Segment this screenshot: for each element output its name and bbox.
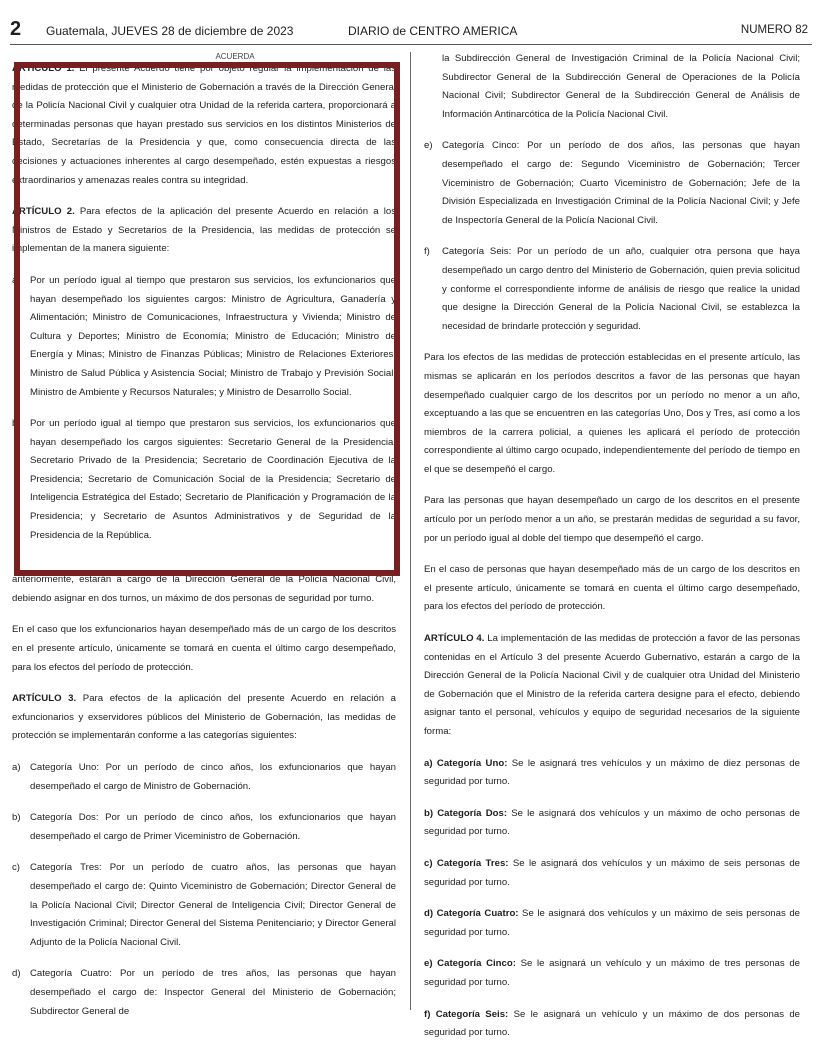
list-item — [12, 809, 396, 846]
column-divider — [410, 52, 411, 1010]
list-item — [12, 759, 396, 796]
category-label: b) Categoría Dos: — [424, 807, 508, 819]
list-label: e) — [424, 140, 433, 152]
category-item — [424, 1006, 800, 1043]
category-label: e) Categoría Cinco: — [424, 958, 516, 970]
list-item — [12, 965, 396, 1021]
list-label: d) — [12, 968, 21, 980]
right-column — [424, 50, 800, 1056]
header-rule — [10, 44, 812, 45]
paragraph: En el caso que los exfuncionarios hayan desempeñado más de un cargo de los descritos en el presente artículo, únicamente se tomará en cuenta el último cargo desempeñado, para los efectos del período de protección. — [12, 624, 396, 673]
category-text: Se le asignará un vehículo y un máximo de dos personas de seguridad por turno. — [424, 1008, 800, 1039]
article-label: ARTÍCULO 1. — [12, 63, 75, 74]
category-text: Se le asignará un vehículo y un máximo de tres personas de seguridad por turno. — [424, 958, 800, 988]
article-text: La implementación de las medidas de protección a favor de las personas contenidas en el Artículo 3 del presente Acuerdo Gubernativo, estarán a cargo de la Dirección General de la Policía Nacional Civil y de cualquier otra Unidad del Ministerio de Gobernación que el Ministro de la referida cartera designe para el efecto, debiendo asignar tanto el personal, vehículos y equipo de seguridad necesarios de la siguiente forma: — [424, 633, 800, 737]
article-3 — [12, 690, 396, 746]
list-item — [424, 243, 800, 336]
list-text: Categoría Cinco: Por un período de dos años, las personas que hayan desempeñado el cargo de: Segundo Viceministro de Gobernación; Tercer Viceministro de Gobernación; Cuarto Viceministro de Gobernación; Jefe de la División Especializada en Investigación Criminal de la Policía Nacional Civil; y Jefe de Inspectoría General de la Policía Nacional Civil. — [442, 140, 800, 226]
section-heading: ACUERDA — [215, 52, 255, 61]
list-text: Categoría Uno: Por un período de cinco años, los exfuncionarios que hayan desempeñado el cargo de Ministro de Gobernación. — [30, 762, 396, 792]
list-text: Categoría Tres: Por un período de cuatro años, las personas que hayan desempeñado el cargo de: Quinto Viceministro de Gobernación; Director General de la Policía Nacional Civil; Director General de Inteligencia Civil; Director General de Investigación Criminal; Director General del Sistema Penitenciario; y Director General Adjunto de la Policía Nacional Civil. — [30, 862, 396, 948]
list-label: b) — [12, 418, 21, 430]
paragraph: Para los efectos de las medidas de protección establecidas en el presente artículo, las mismas se aplicarán en los períodos descritos a favor de las personas que hayan desempeñado cualquier cargo de los descritos por un período no menor a un año, exceptuando a las que se encuentren en las categorías Uno, Dos y Tres, así como a los miembros de la carrera policial, a quienes les aplicará el período de protección correspondiente al último cargo ocupado, independientemente del período de tiempo en el que se desempeñó el cargo. — [424, 352, 800, 475]
list-label: b) — [12, 812, 21, 824]
article-text: El presente Acuerdo tiene por objeto regular la implementación de las medidas de protección que el Ministerio de Gobernación a través de la Dirección General de la Policía Nacional Civil y cualquier otra Unidad de la referida cartera, proporcionará a determinadas personas que hayan prestado sus servicios en los distintos Ministerios de Estado, Secretarías de la Presidencia y que, como consecuencia directa de las decisiones y actuaciones inherentes al cargo desempeñado, estén expuestas a riesgos extraordinarios y amenazas reales contra su integridad. — [12, 63, 396, 186]
list-label: a) — [12, 274, 21, 286]
list-text: Categoría Seis: Por un período de un año, cualquier otra persona que haya desempeñado un cargo dentro del Ministerio de Gobernación, quien previa solicitud y conforme el correspondiente informe de análisis de riesgo que realice la unidad que designe la Dirección General de la Policía Nacional Civil, se establezca la necesidad de brindarle protección y seguridad. — [442, 246, 800, 332]
list-text: Por un período igual al tiempo que prestaron sus servicios, los exfuncionarios que hayan desempeñado los cargos siguientes: Secretario General de la Presidencia; Secretario Privado de la Presidencia; Secretario de Coordinación Ejecutiva de la Presidencia; Secretario de Comunicación Social de la Presidencia; Secretario de Inteligencia Estratégica del Estado; Secretario de Planificación y Programación de la Presidencia; y Secretario de Asuntos Administrativos y de Seguridad de la Presidencia de la República. — [30, 418, 396, 541]
article-label: ARTÍCULO 3. — [12, 693, 77, 705]
category-item — [424, 905, 800, 942]
page-header — [0, 0, 822, 44]
category-item — [424, 805, 800, 842]
category-item — [424, 755, 800, 792]
list-text: la Subdirección General de Investigación Criminal de la Policía Nacional Civil; Subdirector General de la Subdirección General de Operaciones de la Policía Nacional Civil; Subdirector General de la Subdirección General de Análisis de Información Antinarcótica de la Policía Nacional Civil. — [442, 53, 800, 120]
article-text: Para efectos de la aplicación del presente Acuerdo en relación a los Ministros de Estado y Secretarios de la Presidencia, las medidas de protección se implementan de la manera siguiente: — [12, 206, 396, 255]
category-text: Se le asignará dos vehículos y un máximo de ocho personas de seguridad por turno. — [424, 807, 800, 838]
category-label: d) Categoría Cuatro: — [424, 908, 519, 920]
list-text: Categoría Dos: Por un período de cinco años, los exfuncionarios que hayan desempeñado el cargo de Primer Viceministro de Gobernación. — [30, 812, 396, 842]
category-label: a) Categoría Uno: — [424, 757, 508, 769]
page-number: 2 — [10, 18, 22, 40]
category-item — [424, 855, 800, 892]
category-item — [424, 955, 800, 992]
list-text: Categoría Cuatro: Por un período de tres años, las personas que hayan desempeñado el cargo de: Inspector General del Ministerio de Gobernación; Subdirector General de — [30, 968, 396, 1017]
category-label: f) Categoría Seis: — [424, 1008, 509, 1020]
article-label: ARTÍCULO 4. — [424, 633, 485, 645]
list-continuation — [424, 50, 800, 124]
list-text: Por un período igual al tiempo que prestaron sus servicios, los exfuncionarios que hayan desempeñado los siguientes cargos: Ministro de Agricultura, Ganadería y Alimentación; Ministro de Comunicaciones, Infraestructura y Vivienda; Ministro de Cultura y Deportes; Ministro de Economía; Ministro de Educación; Ministro de Energía y Minas; Ministro de Finanzas Públicas; Ministro de Relaciones Exteriores; Ministro de Salud Pública y Asistencia Social; Ministro de Trabajo y Previsión Social; Ministro de Ambiente y Recursos Naturales; y Ministro de Desarrollo Social. — [30, 274, 396, 398]
article-text: Para efectos de la aplicación del presente Acuerdo en relación a exfuncionarios y exservidores públicos del Ministerio de Gobernación, las medidas de protección se implementarán conforme a las categorías siguientes: — [12, 693, 396, 742]
category-text: Se le asignará dos vehículos y un máximo de seis personas de seguridad por turno. — [424, 857, 800, 888]
list-item — [424, 137, 800, 230]
category-text: Se le asignará dos vehículos y un máximo de seis personas de seguridad por turno. — [424, 908, 800, 938]
paragraph: anteriormente, estarán a cargo de la Dirección General de la Policía Nacional Civil, debiendo asignar en dos turnos, un máximo de dos personas de seguridad por turno. — [12, 574, 396, 604]
highlight-box — [14, 62, 400, 576]
category-label: c) Categoría Tres: — [424, 857, 509, 869]
category-text: Se le asignará tres vehículos y un máximo de diez personas de seguridad por turno. — [424, 757, 800, 788]
header-date: Guatemala, JUEVES 28 de diciembre de 2023 — [46, 24, 294, 38]
article-label: ARTÍCULO 2. — [12, 206, 75, 218]
paragraph: Para las personas que hayan desempeñado un cargo de los descritos en el presente artículo por un período menor a un año, se prestarán medidas de seguridad a su favor, por un período igual al doble del tiempo que desempeñó el cargo. — [424, 495, 800, 544]
newspaper-title: DIARIO de CENTRO AMERICA — [348, 24, 518, 38]
list-label: a) — [12, 762, 21, 773]
paragraph: En el caso de personas que hayan desempeñado más de un cargo de los descritos en el presente artículo, únicamente se tomará en cuenta el último cargo desempeñado, para los efectos del período de protección. — [424, 564, 800, 613]
list-item — [12, 859, 396, 952]
list-label: c) — [12, 862, 20, 874]
issue-number: NUMERO 82 — [740, 24, 808, 36]
article-4 — [424, 630, 800, 742]
list-label: f) — [424, 246, 430, 258]
